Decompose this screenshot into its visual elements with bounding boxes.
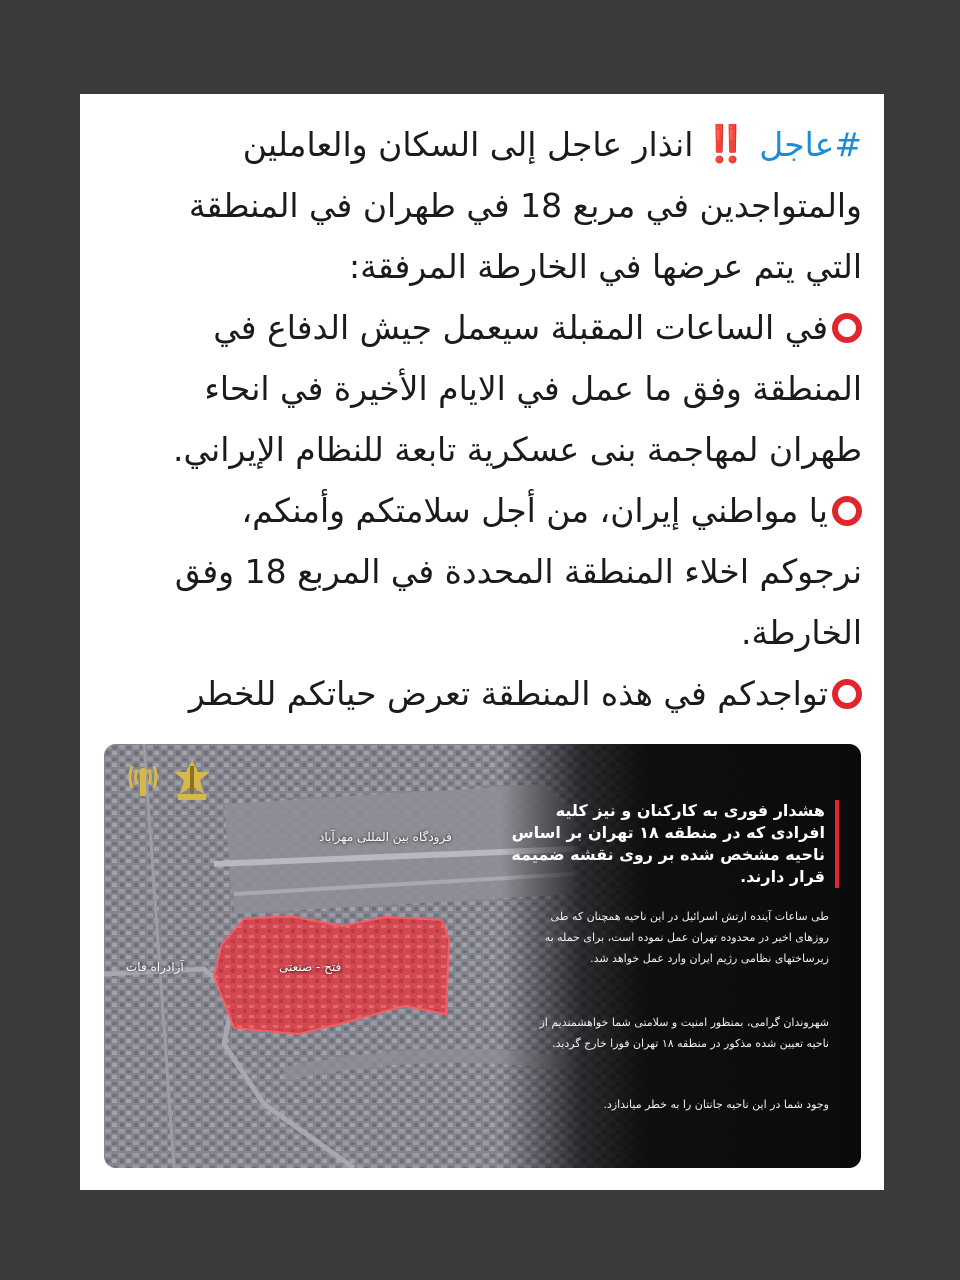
notice-panel <box>501 744 861 1168</box>
bullet-text: تواجدكم في هذه المنطقة تعرض حياتكم للخطر <box>188 674 828 713</box>
red-circle-icon <box>832 313 862 343</box>
label-airport: فرودگاه بین المللی مهرآباد <box>319 830 452 844</box>
bullet-point <box>140 297 862 480</box>
red-circle-icon <box>832 496 862 526</box>
red-circle-icon <box>832 679 862 709</box>
bullet-point <box>140 480 862 663</box>
bullet-point <box>140 663 862 724</box>
notice-paragraph: طی ساعات آینده ارتش اسرائیل در این ناحیه همچنان که طی روزهای اخیر در محدوده تهران عمل نموده است، برای حمله به زیرساختهای نظامی رژیم ایران وارد عمل خواهد شد. <box>544 910 829 965</box>
notice-headline: هشدار فوری به کارکنان و نیز کلیه افرادی که در منطقه ۱۸ تهران بر اساس ناحیه مشخص شده بر روی نقشه ضمیمه قرار دارند. <box>505 800 839 888</box>
double-exclamation-icon: ‼️ <box>703 124 749 165</box>
intro-text: انذار عاجل إلى السكان والعاملين والمتواجدين في مربع 18 في طهران في المنطقة التي يتم عرضها في الخارطة المرفقة: <box>188 125 862 286</box>
idf-emblem-icon <box>172 758 210 800</box>
post-intro <box>140 114 862 297</box>
logo-radio-icon <box>124 758 162 800</box>
label-zone: فتح - صنعتی <box>279 960 342 974</box>
attached-map-image[interactable] <box>104 744 861 1168</box>
bullet-text: يا مواطني إيران، من أجل سلامتكم وأمنكم، نرجوكم اخلاء المنطقة المحددة في المربع 18 وفق الخارطة. <box>174 491 862 652</box>
post-text <box>140 114 862 724</box>
notice-paragraph: وجود شما در این ناحیه جانتان را به خطر میاندازد. <box>603 1098 829 1111</box>
bullet-text: في الساعات المقبلة سيعمل جيش الدفاع في المنطقة وفق ما عمل في الايام الأخيرة في انحاء طهران لمهاجمة بنى عسكرية تابعة للنظام الإيراني. <box>173 308 862 469</box>
label-area: آزادراه فات <box>126 960 184 974</box>
notice-paragraph: شهروندان گرامی، بمنظور امنیت و سلامتی شما خواهشمندیم از ناحیه تعیین شده مذکور در منطقه ۱۸ تهران فورا خارج گردید. <box>539 1016 829 1050</box>
hashtag-link[interactable]: #عاجل <box>759 125 862 164</box>
